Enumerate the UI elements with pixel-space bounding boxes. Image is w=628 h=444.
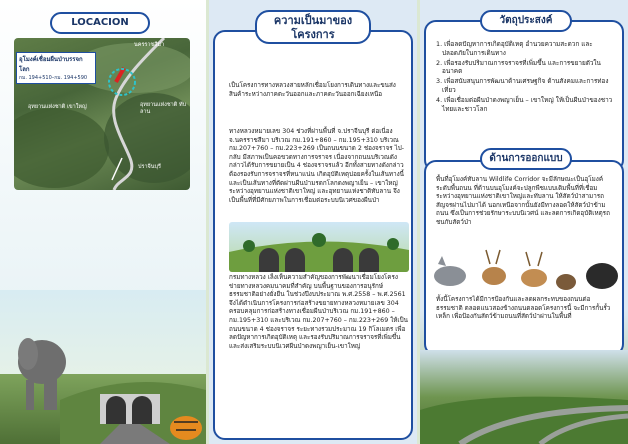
tunnel-photo	[0, 290, 206, 444]
background-para-3: กรมทางหลวง เล็งเห็นความสำคัญของการพัฒนาเชื่อมโยงโครงข่ายทางหลวงคมนาคมที่สำคัญ บนพื้นฐานของการอนุรักษ์ธรรมชาติอย่างยั่งยืน ในช่วงปีงบประมาณ พ.ศ.2558 – พ.ศ.2561 จึงได้ดำเนินการโครงการก่อสร้างขยายทางหลวงหมายเลข 304 ครอบคลุมการก่อสร้างทางเชื่อมผืนป่าบริเวณ กม.191+860 – กม.195+310 และบริเวณ กม.207+760 – กม.223+269 ให้เป็นถนนขนาด 4 ช่องจราจร ระยะทางรวมประมาณ 19 กิโลเมตร เพื่อลดปัญหาการเกิดอุบัติเหตุ และรองรับปริมาณการจราจรที่เพิ่มขึ้น และส่งเสริมระบบนิเวศผืนป่าดงพญาเย็น-เขาใหญ่	[229, 274, 408, 350]
location-title: LOCACION	[50, 12, 150, 34]
porcupine-icon	[556, 274, 576, 290]
bison-icon	[586, 263, 618, 289]
tunnel-illustration-svg	[229, 222, 409, 272]
aerial-photo	[420, 350, 628, 444]
background-para-2: ทางหลวงหมายเลข 304 ช่วงที่ผ่านพื้นที่ จ.ปราจีนบุรี ต่อเนื่อง จ.นครราชสีมา บริเวณ กม.191+860 – กม.195+310 บริเวณ กม.207+760 – กม.223+269 เป็นถนนขนาด 2 ช่องจราจร ไป-กลับ มีสภาพเป็นคอขวดทางการจราจร เนื่องจากถนนบริเวณดังกล่าวได้รับการขยายเป็น 4 ช่องจราจรแล้ว อีกทั้งสายทางดังกล่าวต้องรองรับการจราจรที่หนาแน่น เกิดอุบัติเหตุบ่อยครั้งในเส้นทางนี้ และเป็นเส้นทางที่ตัดผ่านผืนป่ามรดกโลกดงพญาเย็น – เขาใหญ่ ระหว่างอุทยานแห่งชาติเขาใหญ่ และอุทยานแห่งชาติทับลาน จึงเป็นพื้นที่ที่มีศักยภาพในการเชื่อมต่อระบบนิเวศของผืนป่า	[229, 128, 405, 204]
design-para-2: ทั้งนี้โครงการได้มีการป้องกันและลดผลกระทบของถนนต่อธรรมชาติ ตลอดแนวสองข้างถนนตลอดโครงการนี้ จะมีการกั้นรั้วเหล็ก เพื่อป้องกันสัตว์ข้ามถนนที่สัตว์ป่าผ่านในพื้นที่	[436, 296, 611, 321]
panel-objectives	[420, 0, 628, 444]
location-map	[14, 38, 190, 190]
design-title: ด้านการออกแบบ	[480, 148, 572, 170]
objective-item: 4. เพื่อเชื่อมต่อผืนป่าดงพญาเย็น – เขาใหญ่ ให้เป็นผืนป่าของชาวไทยและชาวโลก	[436, 95, 613, 113]
map-label-left: อุทยานแห่งชาติ เขาใหญ่	[28, 104, 87, 110]
wolf-icon	[434, 256, 466, 286]
objectives-list	[436, 40, 614, 114]
background-title: ความเป็นมาของ โครงการ	[255, 10, 371, 44]
tunnel-photo-svg	[0, 290, 206, 444]
map-box-sub: กม. 194+510–กม. 194+590	[19, 75, 88, 81]
panel-background	[209, 0, 417, 444]
design-para-1: พื้นที่อุโมงค์ทับลาน Wildlife Corridor จะมีลักษณะเป็นอุโมงค์ระดับพื้นถนน ที่ด้านบนอุโมงค์จะปลูกพืชแบบเดิมพื้นที่ที่เชื่อมระหว่างอุทยานแห่งชาติเขาใหญ่และทับลาน ให้สัตว์ป่าสามารถสัญจรผ่านไปมาได้ นอกเหนือจากนั้นยังมีทางลอดให้สัตว์ป่าข้ามถนน ซึ่งเป็นการช่วยรักษาระบบนิเวศน์ และลดการเกิดอุบัติเหตุรถชนกับสัตว์ป่า	[436, 176, 610, 226]
map-label-bottom: ปราจีนบุรี	[138, 164, 161, 170]
map-label-right: อุทยานแห่งชาติ ทับลาน	[140, 102, 187, 115]
tunnel-illustration	[229, 222, 409, 272]
aerial-photo-svg	[420, 350, 628, 444]
animals-svg	[430, 242, 620, 298]
map-label-top: นครราชสีมา	[134, 42, 165, 48]
objective-item: 2. เพื่อรองรับปริมาณการจราจรที่เพิ่มขึ้น และการขยายตัวในอนาคต	[436, 58, 601, 76]
objectives-title: วัตถุประสงค์	[480, 10, 572, 32]
animals-illustration	[430, 242, 620, 298]
tunnel-portal-icon	[100, 394, 160, 424]
deer-icon	[482, 250, 506, 285]
elephant-icon	[18, 338, 66, 410]
deer-icon-2	[521, 252, 547, 287]
map-info-box	[16, 52, 96, 84]
objective-item: 1. เพื่อลดปัญหาการเกิดอุบัติเหตุ อำนวยความสะดวก และปลอดภัยในการเดินทาง	[436, 40, 593, 57]
background-para-1: เป็นโครงการทางหลวงสายหลักเชื่อมโยงการเดินทางและขนส่งสินค้าระหว่างภาคตะวันออกและภาคตะวันออกเฉียงเหนือ	[229, 82, 396, 98]
panel-location	[0, 0, 206, 444]
background-card	[213, 30, 413, 440]
tiger-icon	[170, 416, 202, 440]
map-box-title: อุโมงค์เชื่อมผืนป่าบรรจกโลก	[19, 56, 83, 73]
objective-item: 3. เพื่อสนับสนุนการพัฒนาด้านเศรษฐกิจ ด้านสังคมและการท่องเที่ยว	[436, 77, 609, 94]
